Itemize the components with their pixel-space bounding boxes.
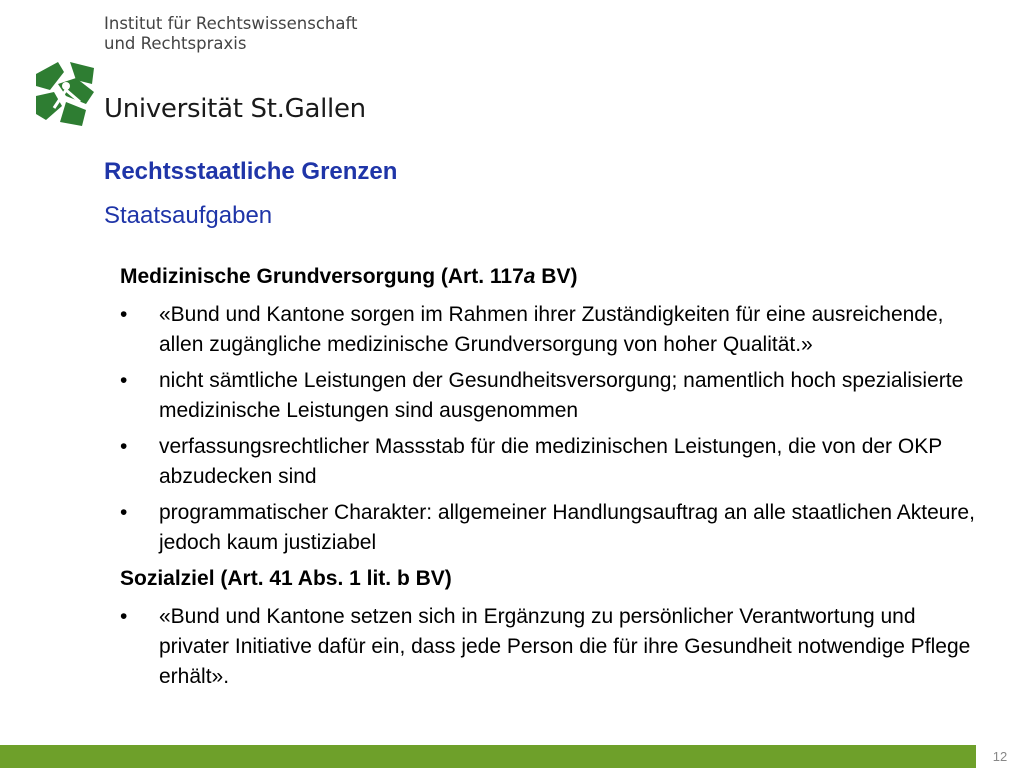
list-item-text: verfassungsrechtlicher Massstab für die medizinischen Leistungen, die von der OKP abzudecken sind — [159, 435, 942, 488]
list-item-text: nicht sämtliche Leistungen der Gesundheitsversorgung; namentlich hoch spezialisierte medizinische Leistungen sind ausgenommen — [159, 369, 964, 422]
slide-body — [120, 262, 980, 698]
list-item-text: programmatischer Charakter: allgemeiner Handlungsauftrag an alle staatlichen Akteure, jedoch kaum justiziabel — [159, 501, 975, 554]
bullet-icon: • — [120, 605, 128, 628]
section-heading-sozialziel: Sozialziel (Art. 41 Abs. 1 lit. b BV) — [120, 567, 452, 590]
hsg-logo-icon — [36, 62, 94, 126]
bullet-icon: • — [120, 501, 128, 524]
institute-name — [104, 14, 358, 54]
bullet-icon: • — [120, 435, 128, 458]
bullet-icon: • — [120, 303, 128, 326]
list-item — [120, 432, 980, 492]
institute-line-2: und Rechtspraxis — [104, 34, 247, 53]
slide-subtitle: Staatsaufgaben — [104, 202, 273, 229]
university-name: Universität St.Gallen — [104, 94, 366, 124]
list-item-text: «Bund und Kantone setzen sich in Ergänzung zu persönlicher Verantwortung und privater Initiative dafür ein, dass jede Person die für ihre Gesundheit notwendige Pflege erhält». — [159, 605, 971, 688]
bullet-icon: • — [120, 369, 128, 392]
page-number: 12 — [976, 745, 1024, 768]
section-heading-grundversorgung: Medizinische Grundversorgung (Art. 117a BV) — [120, 265, 578, 288]
list-item — [120, 498, 980, 558]
institute-line-1: Institut für Rechtswissenschaft — [104, 14, 358, 33]
footer-bar — [0, 745, 976, 768]
list-item-text: «Bund und Kantone sorgen im Rahmen ihrer Zuständigkeiten für eine ausreichende, allen zugängliche medizinische Grundversorgung von hoher Qualität.» — [159, 303, 944, 356]
list-item — [120, 300, 980, 360]
list-item — [120, 602, 980, 692]
slide-title: Rechtsstaatliche Grenzen — [104, 158, 398, 185]
list-item — [120, 366, 980, 426]
